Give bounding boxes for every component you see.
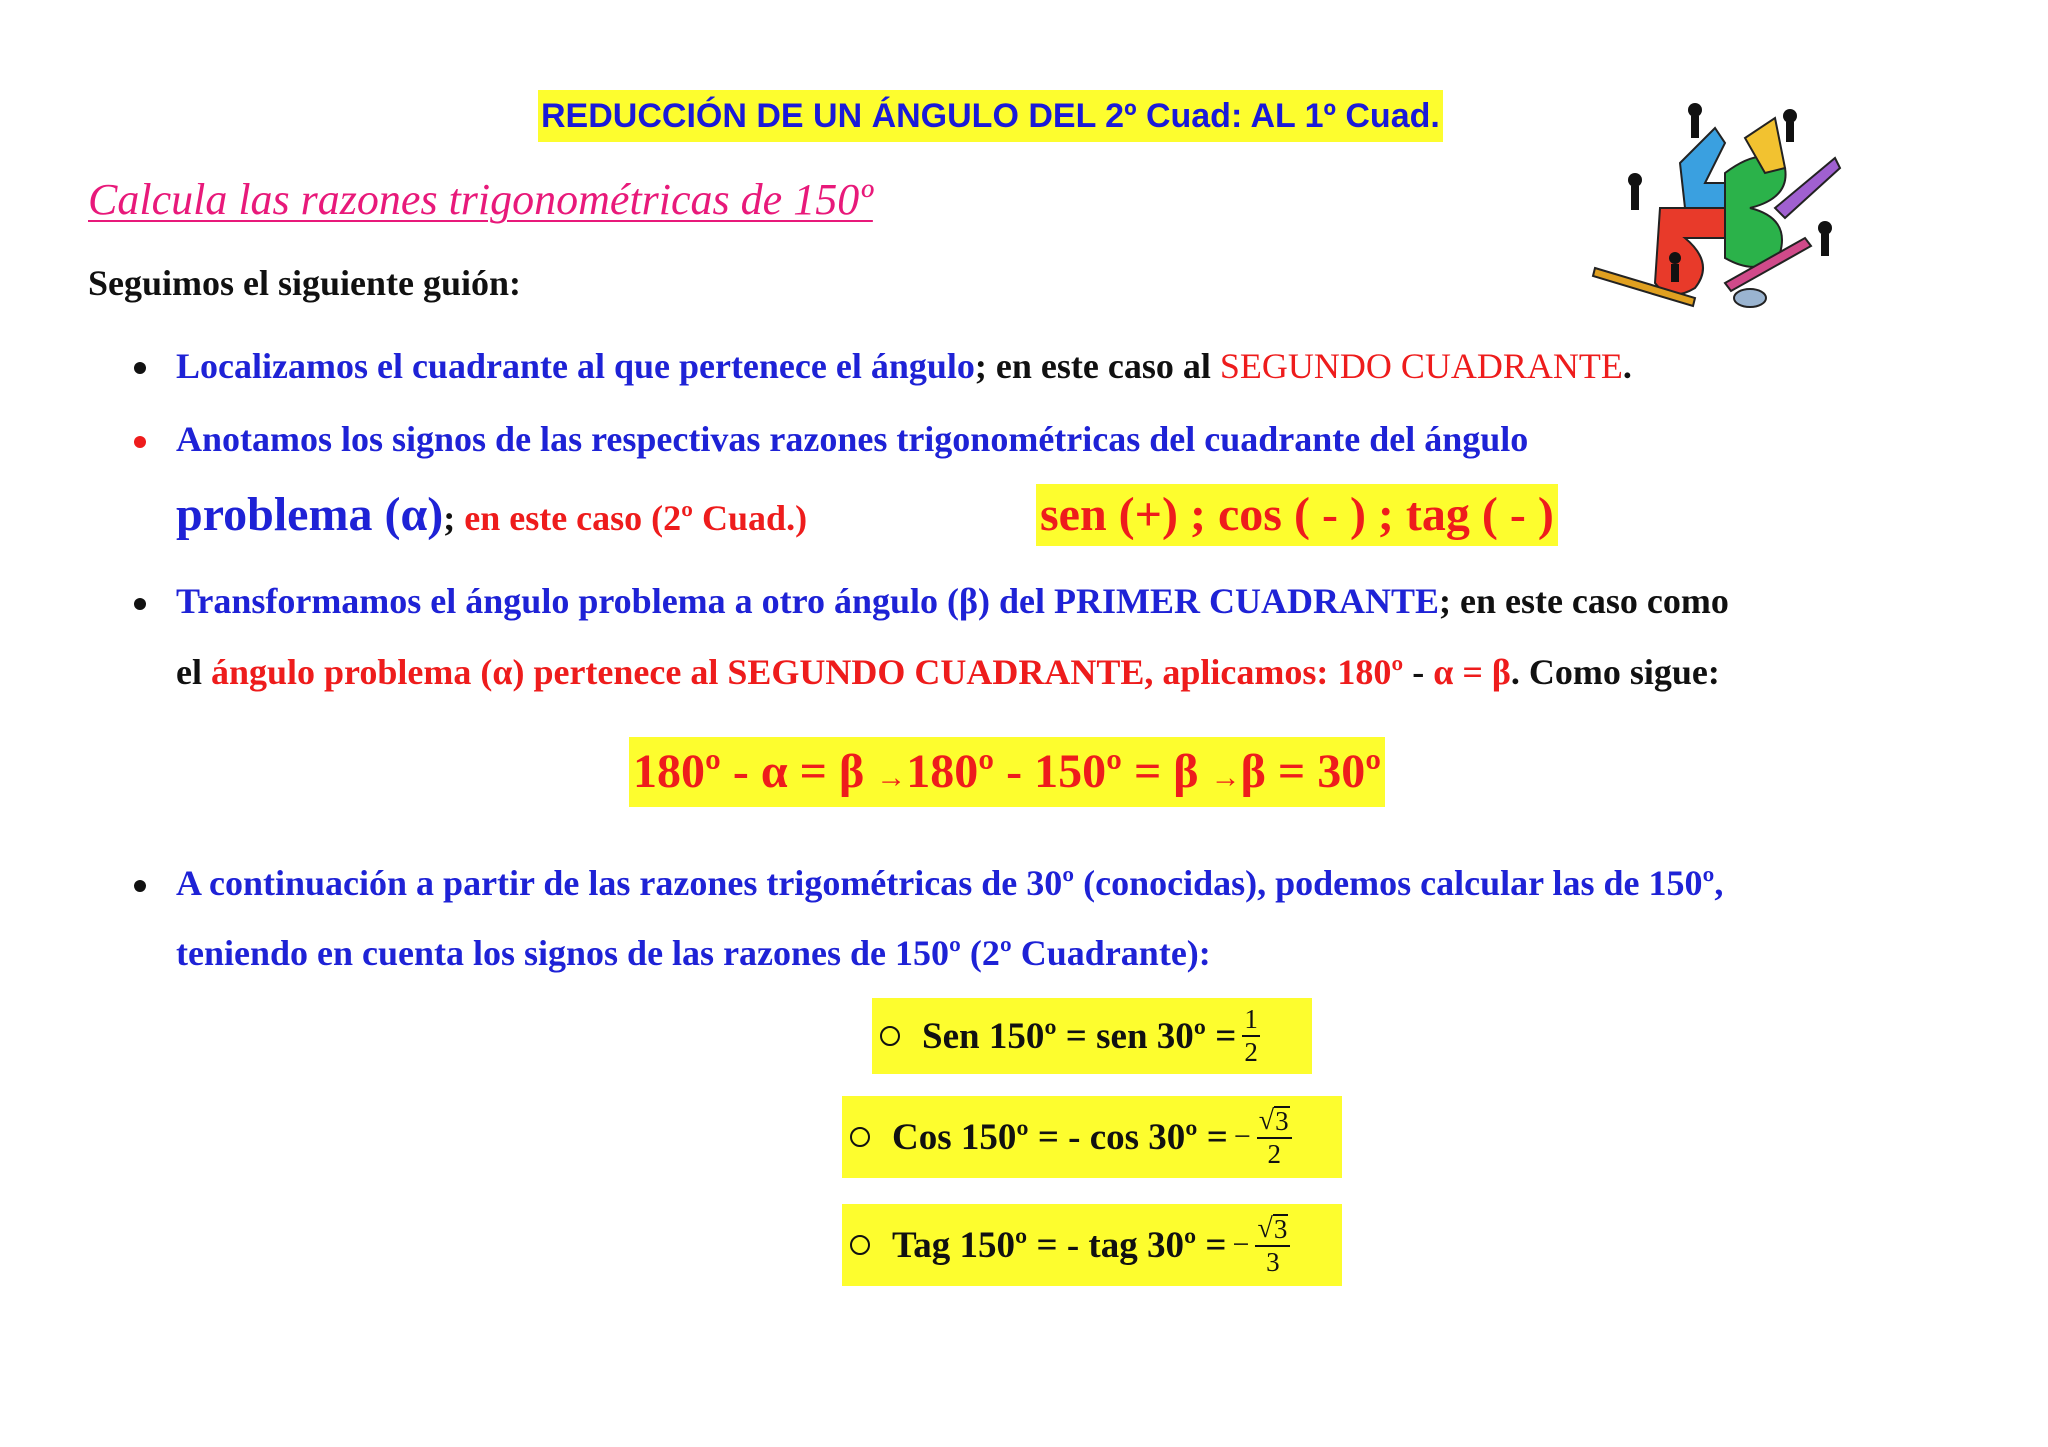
formula-part3: β = 30º	[1240, 745, 1382, 798]
semicolon: ;	[443, 498, 456, 538]
bullet-4-line2: teniendo en cuenta los signos de las razones de 150º (2º Cuadrante):	[176, 933, 1211, 973]
formula-highlight	[629, 737, 1385, 807]
fraction	[1255, 1214, 1290, 1276]
radicand: 3	[1275, 1106, 1289, 1136]
problema-label: problema (α)	[176, 488, 444, 541]
bullet-3-line1	[176, 580, 1729, 622]
result-sen-text: Sen 150º = sen 30º =	[922, 1015, 1237, 1057]
radical-sign: √	[1257, 1213, 1273, 1244]
bullet-marker	[134, 436, 146, 448]
minus-sign: −	[1232, 1228, 1250, 1261]
bullet-1-part1: Localizamos el cuadrante al que pertenece el ángulo	[176, 346, 975, 386]
fraction	[1242, 1006, 1260, 1066]
arrow-icon: →	[1210, 761, 1241, 794]
intro-text: Seguimos el siguiente guión:	[88, 263, 522, 303]
bullet-marker	[134, 598, 146, 610]
bullet-3-line1-black: ; en este caso como	[1438, 581, 1729, 621]
result-cos-text: Cos 150º = - cos 30º =	[892, 1116, 1228, 1158]
page-title: REDUCCIÓN DE UN ÁNGULO DEL 2º Cuad: AL 1º Cuad.	[538, 90, 1443, 142]
sqrt-icon	[1257, 1214, 1288, 1243]
bullet-1-part2: ; en este caso al	[974, 346, 1220, 386]
circle-bullet-icon	[880, 1026, 900, 1046]
math-clipart-icon	[1575, 88, 1855, 323]
bullet-4-line1: A continuación a partir de las razones trigométricas de 30º (conocidas), podemos calcular las de 150º,	[176, 863, 1724, 903]
denominator: 3	[1266, 1247, 1280, 1277]
caso-text: en este caso (2º Cuad.)	[455, 498, 808, 538]
bullet-2-line1: Anotamos los signos de las respectivas razones trigonométricas del cuadrante del ángulo	[176, 419, 1529, 459]
denominator: 2	[1267, 1139, 1281, 1169]
result-tag	[842, 1204, 1342, 1286]
bullet-3-line1-blue: Transformamos el ángulo problema a otro ángulo (β) del PRIMER CUADRANTE	[176, 581, 1439, 621]
radical-sign: √	[1258, 1105, 1275, 1136]
formula-part1: 180º - α = β	[633, 745, 877, 798]
bullet-3-red1: ángulo problema (α) pertenece al SEGUNDO CUADRANTE, aplicamos: 180º	[210, 652, 1404, 692]
formula-part2: 180º - 150º = β	[906, 745, 1211, 798]
arrow-icon: →	[876, 761, 907, 794]
numerator: 1	[1242, 1006, 1260, 1037]
signs-highlight: sen (+) ; cos ( - ) ; tag ( - )	[1036, 484, 1558, 546]
bullet-3-el: el	[176, 652, 211, 692]
denominator: 2	[1244, 1037, 1258, 1067]
bullet-1	[176, 345, 1632, 387]
numerator	[1257, 1106, 1292, 1139]
bullet-3-end: . Como sigue:	[1510, 652, 1720, 692]
result-sen	[872, 998, 1312, 1074]
result-cos	[842, 1096, 1342, 1178]
bullet-1-part3: SEGUNDO CUADRANTE	[1219, 346, 1623, 386]
bullet-marker	[134, 362, 146, 374]
circle-bullet-icon	[850, 1235, 870, 1255]
radicand: 3	[1273, 1214, 1288, 1244]
bullet-3-red2: α = β	[1433, 652, 1511, 692]
bullet-3-dash: -	[1403, 652, 1434, 692]
minus-sign: −	[1233, 1120, 1251, 1153]
subtitle: Calcula las razones trigonométricas de 150º	[88, 175, 873, 224]
bullet-1-part4: .	[1622, 346, 1632, 386]
numerator	[1255, 1214, 1290, 1247]
bullet-3-line2	[176, 651, 1720, 693]
circle-bullet-icon	[850, 1127, 870, 1147]
sqrt-icon	[1259, 1106, 1290, 1135]
bullet-2-line2	[176, 484, 807, 546]
result-tag-text: Tag 150º = - tag 30º =	[892, 1224, 1227, 1266]
fraction	[1257, 1106, 1292, 1168]
bullet-marker	[134, 880, 146, 892]
